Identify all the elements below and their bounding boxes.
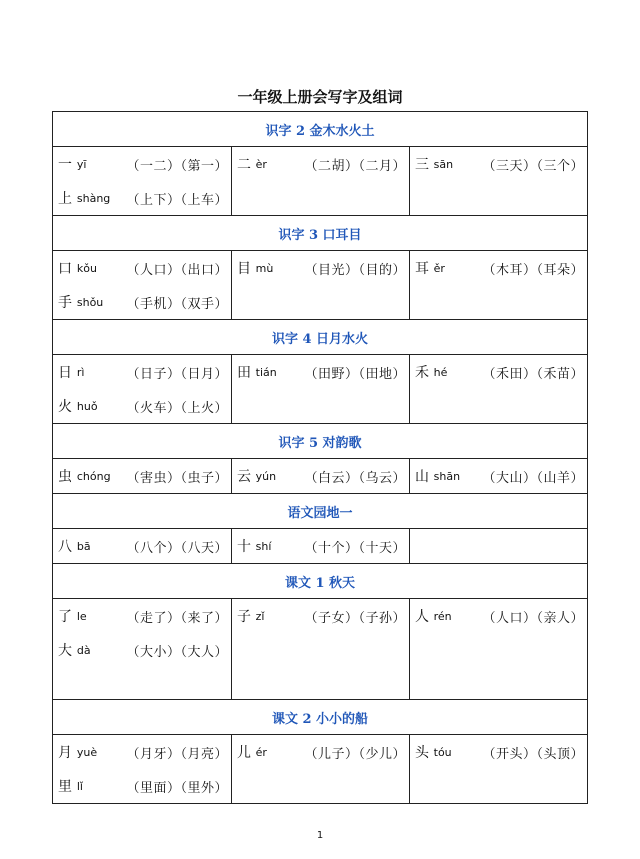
section-header: 课文 2 小小的船 [53, 700, 588, 735]
pinyin: bā [76, 539, 91, 553]
word-entry [53, 633, 231, 667]
hanzi-character: 十 [237, 539, 251, 555]
hanzi-character: 手 [58, 295, 72, 311]
word-entry [53, 147, 231, 181]
page-title: 一年级上册会写字及组词 [237, 88, 403, 106]
table-row [53, 147, 588, 216]
word-combinations: （田野）（田地） [304, 366, 406, 382]
word-cell [53, 735, 232, 804]
word-combinations: （三天）（三个） [482, 158, 584, 174]
pinyin: yuè [76, 745, 98, 759]
word-entry [232, 735, 409, 769]
word-entry [410, 147, 587, 181]
word-cell [53, 459, 232, 494]
pinyin: rén [433, 609, 452, 623]
word-entry [410, 355, 587, 389]
word-combinations: （开头）（头顶） [482, 746, 584, 762]
hanzi-character: 一 [58, 157, 72, 173]
pinyin: dà [76, 643, 91, 657]
table-row [53, 735, 588, 804]
word-combinations: （子女）（子孙） [304, 610, 406, 626]
word-combinations: （月牙）（月亮） [126, 746, 228, 762]
section-header: 识字 4 日月水火 [53, 320, 588, 355]
word-cell [410, 529, 588, 564]
word-combinations: （人口）（亲人） [482, 610, 584, 626]
hanzi-character: 山 [415, 469, 429, 485]
pinyin: lǐ [76, 779, 83, 793]
word-entry [232, 459, 409, 493]
hanzi-character: 虫 [58, 469, 72, 485]
word-cell [53, 599, 232, 700]
word-cell [410, 735, 588, 804]
word-combinations: （目光）（目的） [304, 262, 406, 278]
hanzi-character: 八 [58, 539, 72, 555]
word-combinations: （一二）（第一） [126, 158, 228, 174]
word-entry [410, 459, 587, 493]
word-combinations: （儿子）（少儿） [304, 746, 406, 762]
section-header: 识字 2 金木水火土 [53, 112, 588, 147]
word-entry [232, 251, 409, 285]
word-combinations: （八个）（八天） [126, 540, 228, 556]
word-entry [53, 769, 231, 803]
word-cell [232, 529, 410, 564]
pinyin: zǐ [255, 609, 265, 623]
word-cell [410, 251, 588, 320]
word-cell [53, 147, 232, 216]
table-row [53, 355, 588, 424]
hanzi-character: 目 [237, 261, 251, 277]
hanzi-character: 三 [415, 157, 429, 173]
word-cell [232, 735, 410, 804]
word-combinations: （火车）（上火） [126, 400, 228, 416]
table-row [53, 459, 588, 494]
word-entry [53, 285, 231, 319]
word-entry [53, 251, 231, 285]
pinyin: shàng [76, 191, 111, 205]
word-combinations: （走了）（来了） [126, 610, 228, 626]
hanzi-character: 头 [415, 745, 429, 761]
word-entry [410, 599, 587, 633]
word-cell [410, 147, 588, 216]
word-cell [232, 459, 410, 494]
word-entry [232, 147, 409, 181]
hanzi-character: 了 [58, 609, 72, 625]
hanzi-character: 里 [58, 779, 72, 795]
pinyin: ěr [433, 261, 445, 275]
table-row [53, 529, 588, 564]
hanzi-character: 禾 [415, 365, 429, 381]
hanzi-character: 口 [58, 261, 72, 277]
table-row [53, 599, 588, 700]
word-combinations: （白云）（乌云） [304, 470, 406, 486]
word-entry [410, 735, 587, 769]
pinyin: ér [255, 745, 267, 759]
section-header: 识字 3 口耳目 [53, 216, 588, 251]
pinyin: èr [255, 157, 267, 171]
hanzi-character: 人 [415, 609, 429, 625]
word-cell [232, 355, 410, 424]
word-entry [53, 529, 231, 563]
word-cell [232, 147, 410, 216]
hanzi-character: 火 [58, 399, 72, 415]
pinyin: shān [433, 469, 461, 483]
pinyin: chóng [76, 469, 111, 483]
word-combinations: （禾田）（禾苗） [482, 366, 584, 382]
word-combinations: （大山）（山羊） [482, 470, 584, 486]
pinyin: sān [433, 157, 454, 171]
word-cell [410, 599, 588, 700]
pinyin: rì [76, 365, 85, 379]
page-number: 1 [316, 830, 324, 841]
pinyin: yī [76, 157, 87, 171]
word-combinations: （上下）（上车） [126, 192, 228, 208]
hanzi-character: 云 [237, 469, 251, 485]
section-header: 语文园地一 [53, 494, 588, 529]
word-combinations: （二胡）（二月） [304, 158, 406, 174]
pinyin: le [76, 609, 87, 623]
word-combinations: （手机）（双手） [126, 296, 228, 312]
hanzi-character: 二 [237, 157, 251, 173]
word-entry [53, 181, 231, 215]
word-entry [232, 529, 409, 563]
table-row [53, 251, 588, 320]
word-cell [410, 355, 588, 424]
vocabulary-table [52, 111, 588, 804]
word-entry [53, 735, 231, 769]
word-entry [232, 599, 409, 633]
word-combinations: （日子）（日月） [126, 366, 228, 382]
hanzi-character: 田 [237, 365, 251, 381]
pinyin: shǒu [76, 295, 104, 309]
hanzi-character: 儿 [237, 745, 251, 761]
word-combinations: （害虫）（虫子） [126, 470, 228, 486]
pinyin: yún [255, 469, 277, 483]
word-entry [53, 355, 231, 389]
pinyin: shí [255, 539, 272, 553]
hanzi-character: 耳 [415, 261, 429, 277]
word-cell [232, 251, 410, 320]
word-entry [53, 389, 231, 423]
hanzi-character: 日 [58, 365, 72, 381]
word-combinations: （大小）（大人） [126, 644, 228, 660]
word-combinations: （木耳）（耳朵） [482, 262, 584, 278]
hanzi-character: 月 [58, 745, 72, 761]
word-combinations: （十个）（十天） [304, 540, 406, 556]
hanzi-character: 子 [237, 609, 251, 625]
section-header: 识字 5 对韵歌 [53, 424, 588, 459]
section-header: 课文 1 秋天 [53, 564, 588, 599]
pinyin: kǒu [76, 261, 97, 275]
word-cell [410, 459, 588, 494]
pinyin: tóu [433, 745, 452, 759]
word-cell [53, 529, 232, 564]
word-cell [53, 355, 232, 424]
word-entry [53, 459, 231, 493]
word-combinations: （里面）（里外） [126, 780, 228, 796]
pinyin: hé [433, 365, 448, 379]
pinyin: mù [255, 261, 274, 275]
pinyin: huǒ [76, 399, 98, 413]
hanzi-character: 大 [58, 643, 72, 659]
word-cell [53, 251, 232, 320]
word-combinations: （人口）（出口） [126, 262, 228, 278]
word-entry [53, 599, 231, 633]
pinyin: tián [255, 365, 277, 379]
hanzi-character: 上 [58, 191, 72, 207]
word-entry [410, 251, 587, 285]
word-entry [232, 355, 409, 389]
word-cell [232, 599, 410, 700]
